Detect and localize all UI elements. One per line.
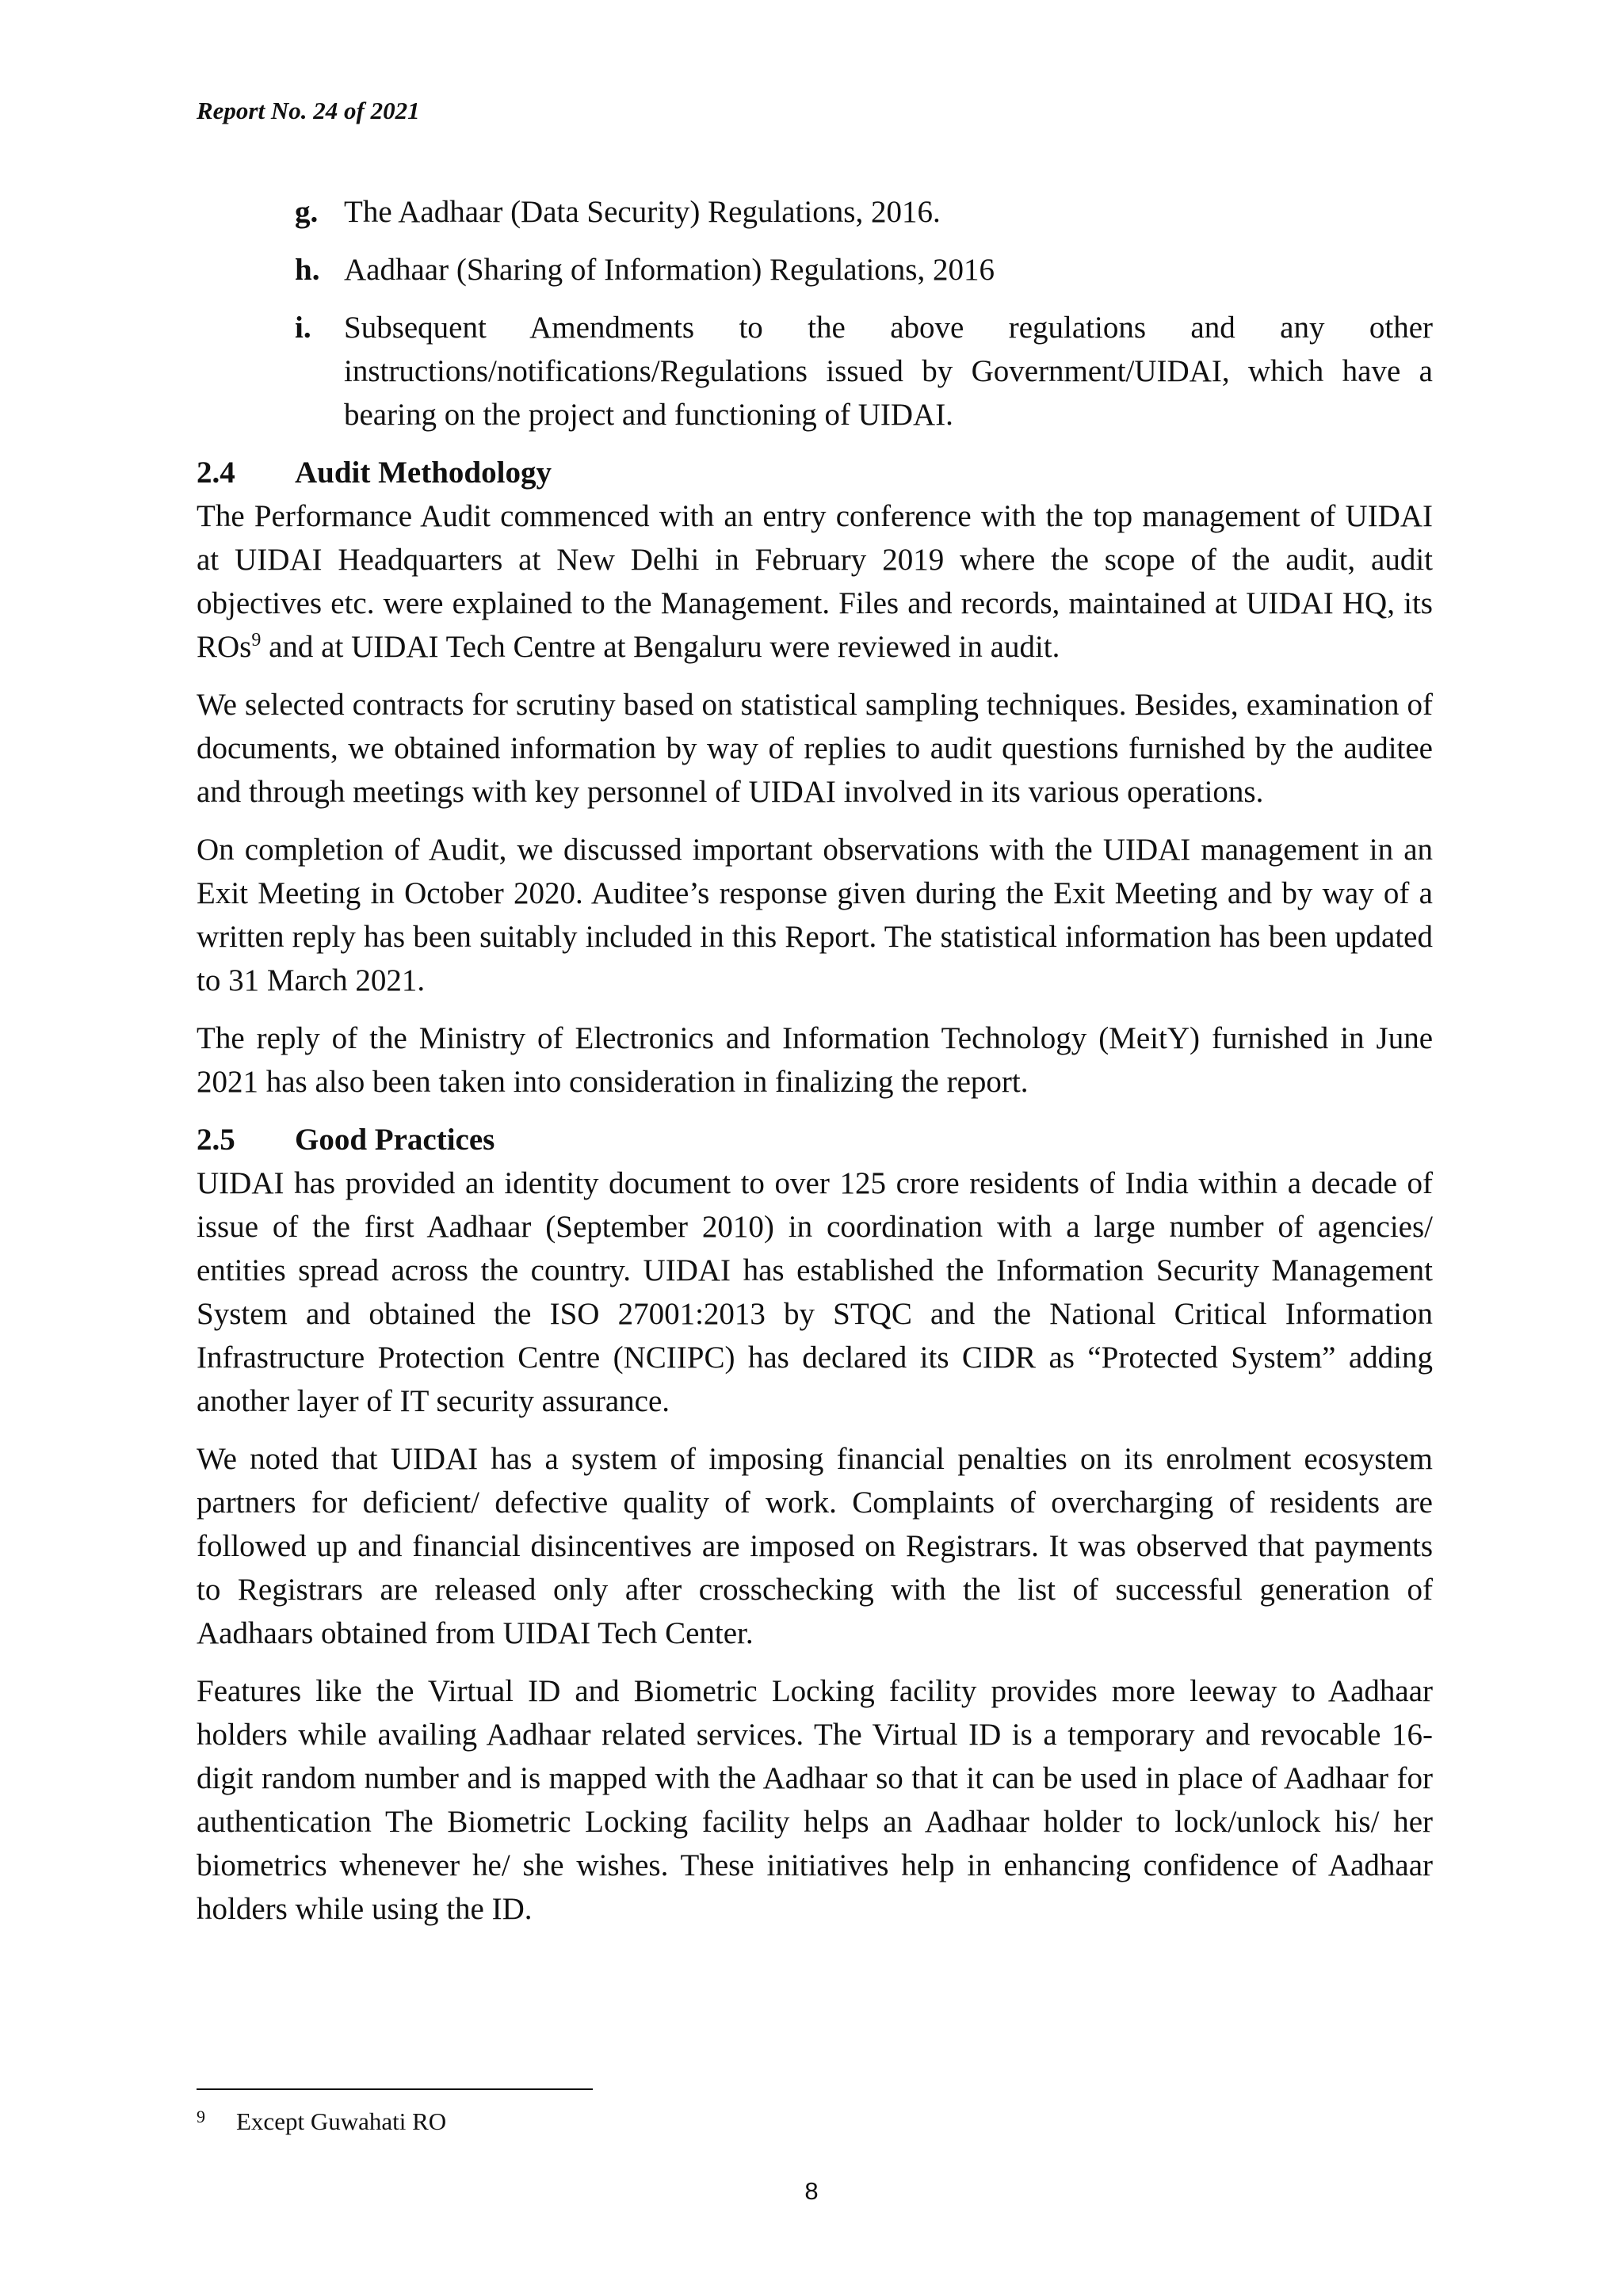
paragraph: The reply of the Ministry of Electronics and Information Technology (MeitY) furnished in June 2021 has also been taken into consideration in finalizing the report.: [197, 1021, 1433, 1099]
paragraph: [197, 494, 1433, 669]
paragraph: We selected contracts for scrutiny based on statistical sampling techniques. Besides, examination of documents, we obtained information by way of replies to audit questions furnished by the auditee and through meetings with key personnel of UIDAI involved in its various operations.: [197, 688, 1433, 809]
list-marker: g.: [295, 195, 319, 229]
paragraph: UIDAI has provided an identity document to over 125 crore residents of India within a decade of issue of the first Aadhaar (September 2010) in coordination with a large number of agencies/ entities spread across the country. UIDAI has established the Information Security Management System and obtained the ISO 27001:2013 by STQC and the National Critical Information Infrastructure Protection Centre (NCIIPC) has declared its CIDR as “Protected System” adding another layer of IT security assurance.: [197, 1166, 1433, 1418]
list-item-text: Subsequent Amendments to the above regulations and any other instructions/notifications/Regulations issued by Government/UIDAI, which have a bearing on the project and functioning of UIDAI.: [344, 311, 1433, 432]
section-heading-audit-methodology: [197, 451, 1433, 494]
list-item: [197, 306, 1433, 437]
footnote-reference[interactable]: 9: [251, 630, 262, 650]
footnote-divider: [197, 2088, 593, 2090]
section-number: 2.4: [197, 456, 235, 490]
regulations-list: [197, 190, 1433, 437]
report-header: Report No. 24 of 2021: [197, 97, 420, 124]
footnote-text: Except Guwahati RO: [236, 2107, 447, 2135]
paragraph-text: The Performance Audit commenced with an entry conference with the top management of UIDAI at UIDAI Headquarters at New Delhi in February 2019 where the scope of the audit, audit objectives etc. were explained to the Management. Files and records, maintained at UIDAI HQ, its ROs: [197, 499, 1433, 664]
section-title: Good Practices: [295, 1123, 495, 1157]
section-heading-good-practices: [197, 1118, 1433, 1161]
page-content: [197, 190, 1433, 1945]
paragraph: On completion of Audit, we discussed important observations with the UIDAI management in an Exit Meeting in October 2020. Auditee’s response given during the Exit Meeting and by way of a written reply has been suitably included in this Report. The statistical information has been updated to 31 March 2021.: [197, 833, 1433, 997]
list-marker: i.: [295, 311, 311, 345]
page-number: 8: [804, 2177, 819, 2205]
list-item: [197, 190, 1433, 234]
footnote: [197, 2107, 446, 2136]
list-item-text: Aadhaar (Sharing of Information) Regulations, 2016: [344, 253, 995, 287]
paragraph: We noted that UIDAI has a system of imposing financial penalties on its enrolment ecosystem partners for deficient/ defective quality of work. Complaints of overcharging of residents are followed up and financial disincentives are imposed on Registrars. It was observed that payments to Registrars are released only after crosschecking with the list of successful generation of Aadhaars obtained from UIDAI Tech Center.: [197, 1442, 1433, 1650]
list-item-text: The Aadhaar (Data Security) Regulations, 2016.: [344, 195, 941, 229]
list-item: [197, 248, 1433, 292]
section-number: 2.5: [197, 1123, 235, 1157]
paragraph: Features like the Virtual ID and Biometric Locking facility provides more leeway to Aadhaar holders while availing Aadhaar related services. The Virtual ID is a temporary and revocable 16-digit random number and is mapped with the Aadhaar so that it can be used in place of Aadhaar for authentication The Biometric Locking facility helps an Aadhaar holder to lock/unlock his/ her biometrics whenever he/ she wishes. These initiatives help in enhancing confidence of Aadhaar holders while using the ID.: [197, 1674, 1433, 1926]
list-marker: h.: [295, 253, 320, 287]
paragraph-text: and at UIDAI Tech Centre at Bengaluru were reviewed in audit.: [261, 630, 1060, 664]
footnote-mark: 9: [197, 2107, 205, 2126]
section-title: Audit Methodology: [295, 456, 552, 490]
